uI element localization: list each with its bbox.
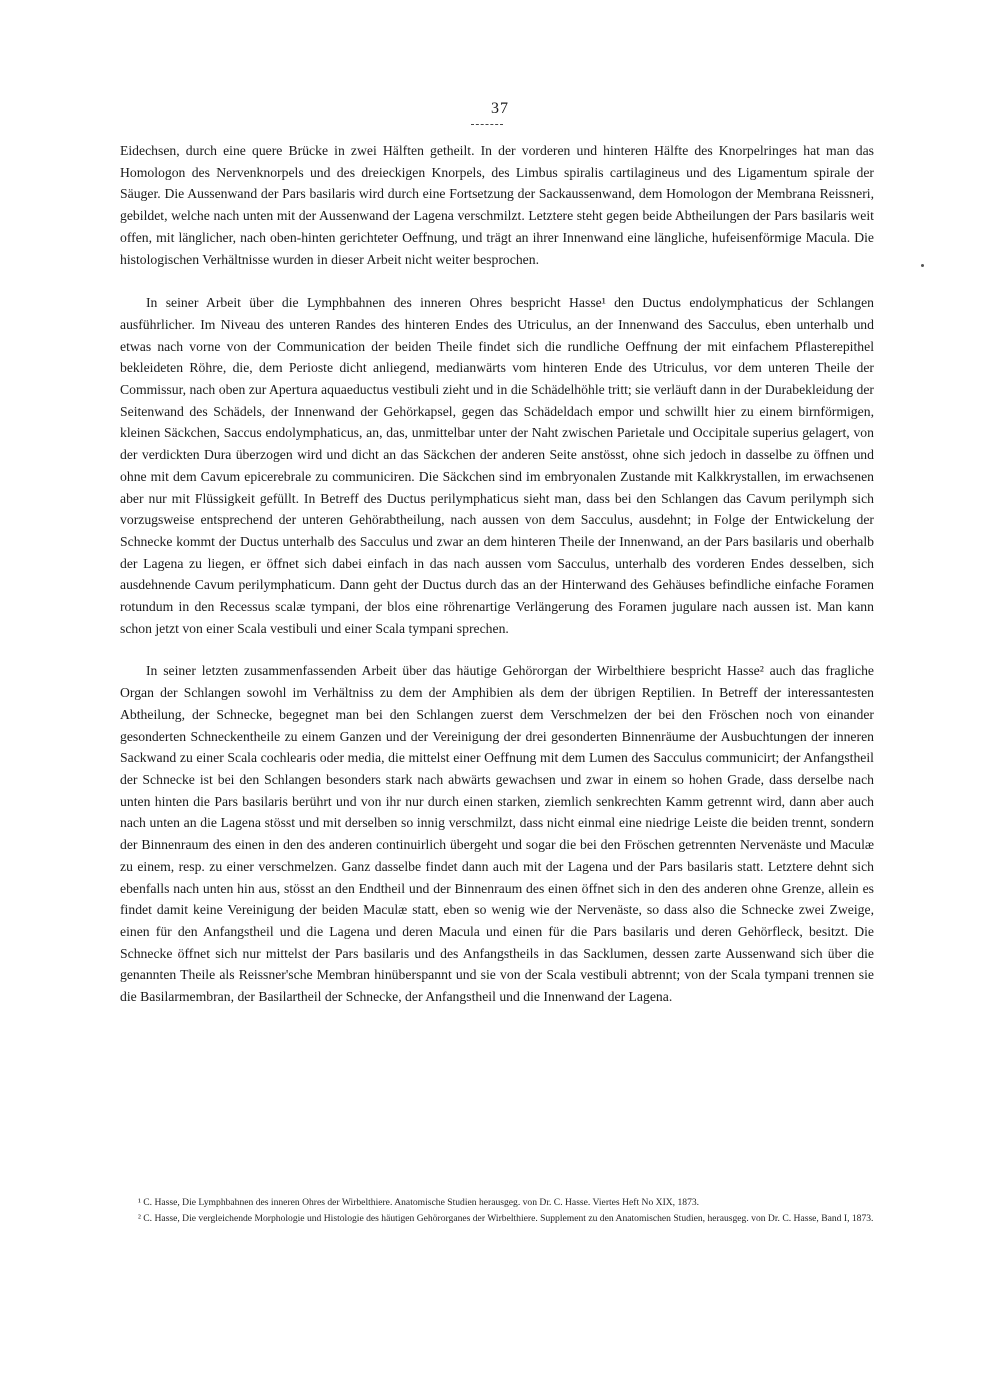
footnotes bbox=[120, 1195, 874, 1227]
footnote-1: ¹ C. Hasse, Die Lymphbahnen des inneren Ohres der Wirbelthiere. Anatomische Studien herausgeg. von Dr. C. Hasse. Viertes Heft No XIX, 1873. bbox=[138, 1197, 700, 1208]
paragraph-1: Eidechsen, durch eine quere Brücke in zwei Hälften getheilt. In der vorderen und hinteren Hälfte des Knorpelringes hat man das Homologon des Nervenknorpels und des dreieckigen Knorpels, des Limbus spiralis cartilagineus und des Ligamentum spirale der Säuger. Die Aussenwand der Pars basilaris wird durch eine Fortsetzung der Sackaussenwand, dem Homologon der Membrana Reissneri, gebildet, welche nach unten mit der Aussenwand der Lagena verschmilzt. Letztere steht gegen beide Abtheilungen der Pars basilaris weit offen, mit länglicher, nach oben-hinten gerichteter Oeffnung, und trägt an ihrer Innenwand eine längliche, hufeisenförmige Macula. Die histologischen Verhältnisse wurden in dieser Arbeit nicht weiter besprochen. bbox=[120, 143, 874, 267]
footnote-2: ² C. Hasse, Die vergleichende Morphologie und Histologie des häutigen Gehörorganes der Wirbelthiere. Supplement zu den Anatomischen Studien, herausgeg. von Dr. C. Hasse, Band I, 1873. bbox=[138, 1213, 874, 1224]
page-number-rule bbox=[471, 124, 503, 125]
page-number: 37 bbox=[491, 100, 509, 117]
margin-mark bbox=[921, 264, 924, 267]
paragraph-3: In seiner letzten zusammenfassenden Arbeit über das häutige Gehörorgan der Wirbelthiere bespricht Hasse² auch das fragliche Organ der Schlangen sowohl im Verhältniss zu dem der Amphibien als dem der übrigen Reptilien. In Betreff der interessantesten Abtheilung, der Schnecke, begegnet man bei den Schlangen zuerst dem Verschmelzen der bei den Fröschen noch von einander gesonderten Schneckentheile zu einem Ganzen und der Vereinigung der drei gesonderten Binnenräume der Ausbuchtungen der inneren Sackwand zu einer Scala cochlearis oder media, die mittelst einer Oeffnung mit dem Lumen des Sacculus communicirt; der Anfangstheil der Schnecke ist bei den Schlangen besonders stark nach abwärts gewachsen und zwar in einem so hohen Grade, dass derselbe nach unten hinten die Pars basilaris berührt und von ihr nur durch einen starken, ziemlich senkrechten Kamm getrennt wird, dann aber auch nach unten an die Lagena stösst und mit derselben so innig verschmilzt, dass nicht einmal eine niedrige Leiste die beiden trennt, sondern der Binnenraum des einen in den des anderen continuirlich übergeht und sogar die bei den Fröschen getrennten Nervenäste und Maculæ zu einem, resp. zu einer verschmelzen. Ganz dasselbe findet dann auch mit der Lagena und der Pars basilaris statt. Letztere dehnt sich ebenfalls nach unten hin aus, stösst an den Endtheil und der Binnenraum des einen öffnet sich in den des anderen ohne Grenze, allein es findet damit keine Vereinigung der beiden Maculæ statt, eben so wenig wie der Nervenäste, so dass also die Schnecke zwei Zweige, einen für den Anfangstheil und die Lagena und deren Macula und einen für die Pars basilaris und deren Gehörfleck, besitzt. Die Schnecke öffnet sich nur mittelst der Pars basilaris und des Anfangstheils in das Sacklumen, dessen zarte Aussenwand sich über die genannten Theile als Reissner'sche Membran hinüberspannt und sie von der Scala vestibuli abtrennt; von der Scala tympani trennen sie die Basilarmembran, der Basilartheil der Schnecke, der Anfangstheil und die Innenwand der Lagena. bbox=[120, 663, 874, 1005]
body-text bbox=[120, 140, 874, 1008]
paragraph-2: In seiner Arbeit über die Lymphbahnen des inneren Ohres bespricht Hasse¹ den Ductus endolymphaticus der Schlangen ausführlicher. Im Niveau des unteren Randes des hinteren Endes des Utriculus, an der Innenwand des Sacculus, eben unterhalb und etwas nach vorne von der Communication der beiden Theile findet sich die rundliche Oeffnung der mit einfachem Pflasterepithel bekleideten Röhre, die, dem Perioste dicht anliegend, medianwärts vom hinteren Ende des Utriculus, vor dem unteren Theile der Commissur, nach oben zur Apertura aquaeductus vestibuli zieht und in die Schädelhöhle tritt; sie verläuft dann in der Durabekleidung der Seitenwand des Schädels, der Innenwand der Gehörkapsel, gegen das Schädeldach empor und schwillt hier zu einem birnförmigen, kleinen Säckchen, Saccus endolymphaticus, an, das, unmittelbar unter der Naht zwischen Parietale und Occipitale superius gelagert, von der verdickten Dura überzogen wird und dicht an das Säckchen der anderen Seite anstösst, ohne sich jedoch in dasselbe zu öffnen und ohne mit dem Cavum epicerebrale zu communiciren. Die Säckchen sind im embryonalen Zustande mit Kalkkrystallen, im erwachsenen aber nur mit Flüssigkeit gefüllt. In Betreff des Ductus perilymphaticus sieht man, dass bei den Schlangen das Cavum perilymph sich vorzugsweise entsprechend der unteren Gehörabtheilung, nach aussen von dem Sacculus, ausdehnt; in Folge der Entwickelung der Schnecke kommt der Ductus unterhalb des Sacculus und zwar an dem hinteren Theile der Innenwand, an der Pars basilaris und oberhalb der Lagena zu liegen, er öffnet sich dabei einfach in das nach aussen vom Sacculus, unterhalb des vorderen Endes desselben, sich ausdehnende Cavum perilymphaticum. Dann geht der Ductus durch das an der Hinterwand des Gehäuses befindliche einfache Foramen rotundum in den Recessus scalæ tympani, der blos eine röhrenartige Verlängerung des Foramen jugulare nach aussen ist. Man kann schon jetzt von einer Scala vestibuli und einer Scala tympani sprechen. bbox=[120, 295, 874, 636]
